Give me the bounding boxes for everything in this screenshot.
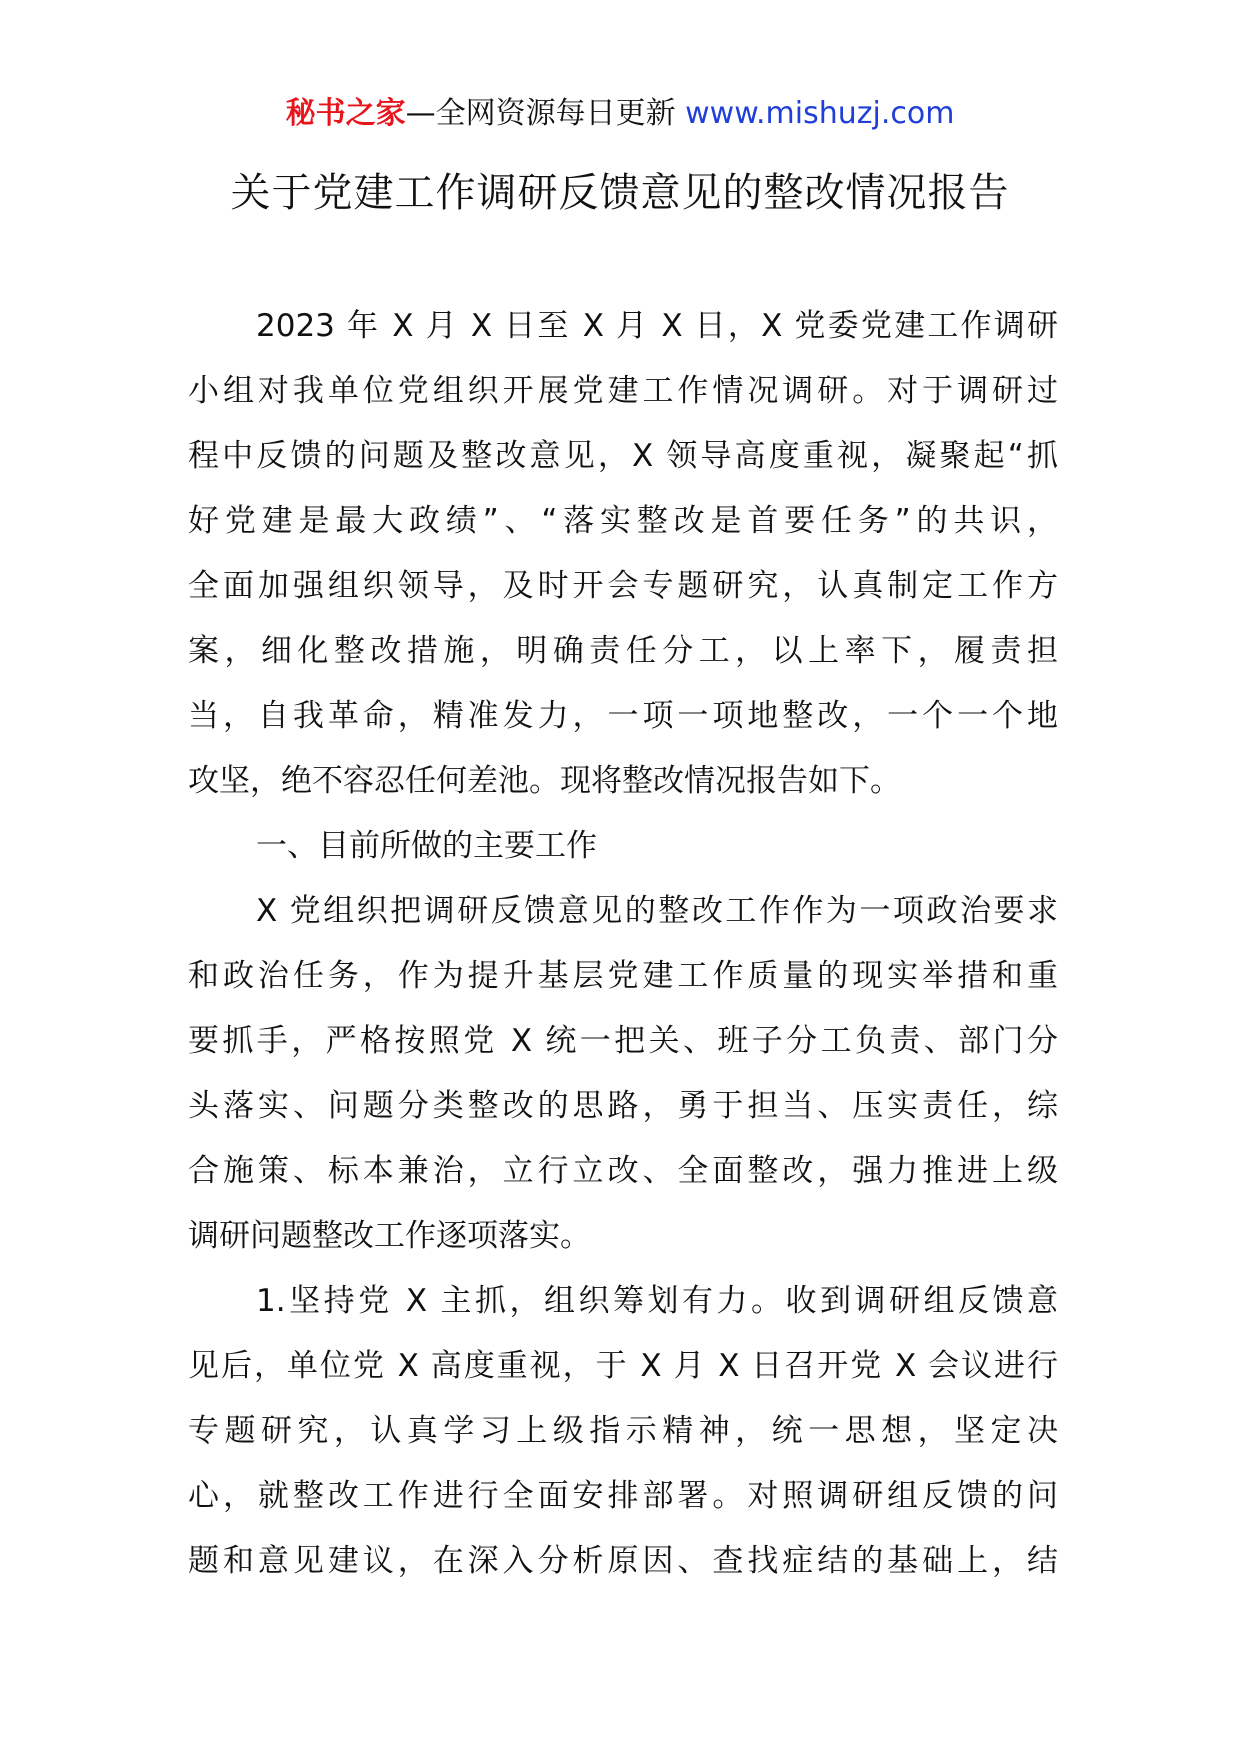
body-text-line: 调研问题整改工作逐项落实。 (188, 1218, 591, 1254)
body-text-line: 当，自我革命，精准发力，一项一项地整改，一个一个地 (188, 698, 1058, 734)
document-body (188, 294, 1058, 1594)
body-text-line: 2023 年 X 月 X 日至 X 月 X 日，X 党委党建工作调研 (256, 308, 1058, 344)
body-text-line: 好党建是最大政绩”、“落实整改是首要任务”的共识， (188, 503, 1058, 539)
site-header (0, 94, 1240, 134)
body-text-line: 小组对我单位党组织开展党建工作情况调研。对于调研过 (188, 373, 1058, 409)
body-text-line: 1.坚持党 X 主抓，组织筹划有力。收到调研组反馈意 (256, 1283, 1058, 1319)
site-url-link[interactable]: www.mishuzj.com (685, 96, 955, 131)
body-text-line: 程中反馈的问题及整改意见，X 领导高度重视，凝聚起“抓 (188, 438, 1058, 474)
body-text-line: 案，细化整改措施，明确责任分工，以上率下，履责担 (188, 633, 1058, 669)
body-text-line: 头落实、问题分类整改的思路，勇于担当、压实责任，综 (188, 1088, 1058, 1124)
body-text-line: 合施策、标本兼治，立行立改、全面整改，强力推进上级 (188, 1153, 1058, 1189)
site-tagline: —全网资源每日更新 (405, 96, 686, 131)
body-text-line: 攻坚，绝不容忍任何差池。现将整改情况报告如下。 (188, 763, 901, 799)
body-text-line: 心，就整改工作进行全面安排部署。对照调研组反馈的问 (188, 1478, 1058, 1514)
document-title: 关于党建工作调研反馈意见的整改情况报告 (230, 170, 1010, 216)
body-text-line: 要抓手，严格按照党 X 统一把关、班子分工负责、部门分 (188, 1023, 1058, 1059)
body-text-line: 见后，单位党 X 高度重视，于 X 月 X 日召开党 X 会议进行 (188, 1348, 1058, 1384)
body-text-line: 专题研究，认真学习上级指示精神，统一思想，坚定决 (188, 1413, 1058, 1449)
body-text-line: 全面加强组织领导，及时开会专题研究，认真制定工作方 (188, 568, 1058, 604)
body-text-line: X 党组织把调研反馈意见的整改工作作为一项政治要求 (256, 893, 1058, 929)
body-text-line: 和政治任务，作为提升基层党建工作质量的现实举措和重 (188, 958, 1058, 994)
body-text-line: 题和意见建议，在深入分析原因、查找症结的基础上，结 (188, 1543, 1058, 1579)
body-text-line: 一、目前所做的主要工作 (256, 828, 597, 864)
brand-name: 秘书之家 (285, 96, 406, 131)
